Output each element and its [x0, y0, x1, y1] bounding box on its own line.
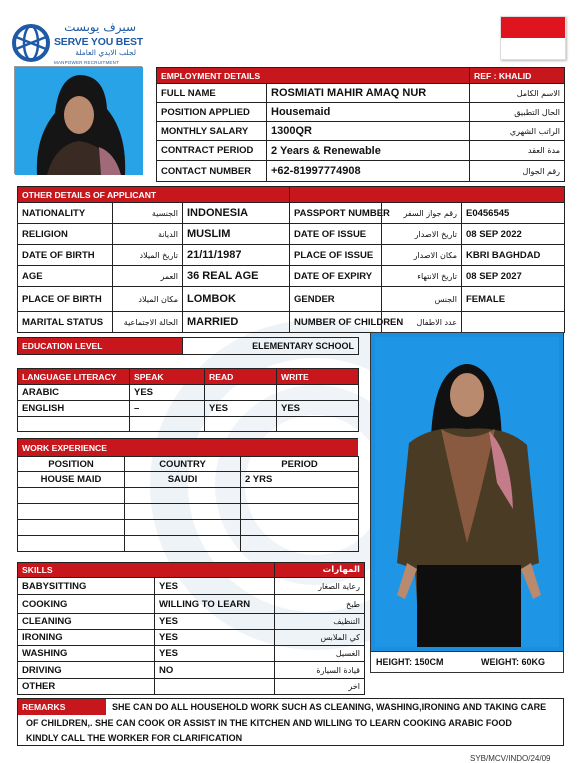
work-country [125, 488, 241, 504]
monthly-salary-value: 1300QR [267, 122, 470, 141]
position-applied-arabic: الحال التطبيق [470, 103, 565, 122]
contract-period-value: 2 Years & Renewable [267, 141, 470, 161]
age-label: AGE [18, 266, 113, 287]
work-position [18, 504, 125, 520]
date-of-expiry-value: 08 SEP 2027 [462, 266, 565, 287]
work-experience-header: WORK EXPERIENCE [18, 439, 359, 457]
skill-driving-value: NO [155, 662, 275, 679]
table-row [18, 488, 359, 504]
work-period [241, 504, 359, 520]
logo-arabic: سيرف يوبست [64, 20, 136, 34]
date-of-issue-arabic: تاريخ الاصدار [382, 224, 462, 245]
number-of-children-value [462, 312, 565, 333]
write-header: WRITE [277, 369, 359, 385]
passport-number-value: E0456545 [462, 203, 565, 224]
monthly-salary-label: MONTHLY SALARY [157, 122, 267, 141]
passport-number-arabic: رقم جواز السفر [382, 203, 462, 224]
work-country [125, 504, 241, 520]
logo-tagline: MANPOWER RECRUITMENT [54, 60, 119, 65]
skill-other-arabic: اخر [275, 679, 365, 695]
work-period [241, 488, 359, 504]
language-empty [18, 417, 130, 432]
skill-other-label: OTHER [18, 679, 155, 695]
date-of-birth-arabic: تاريخ الميلاد [113, 245, 183, 266]
arabic-write [277, 385, 359, 401]
remarks-line-3: KINDLY CALL THE WORKER FOR CLARIFICATION [26, 733, 243, 743]
skill-ironing-value: YES [155, 630, 275, 646]
gender-label: GENDER [290, 287, 382, 312]
height-value: HEIGHT: 150CM [376, 657, 444, 667]
english-read: YES [205, 401, 277, 417]
education-table [17, 337, 359, 355]
number-of-children-label: NUMBER OF CHILDREN [290, 312, 382, 333]
religion-label: RELIGION [18, 224, 113, 245]
skill-washing-arabic: الغسيل [275, 646, 365, 662]
religion-arabic: الديانة [113, 224, 183, 245]
language-empty [130, 417, 205, 432]
work-period: 2 YRS [241, 472, 359, 488]
full-name-label: FULL NAME [157, 84, 267, 103]
full-name-arabic: الاسم الكامل [470, 84, 565, 103]
religion-value: MUSLIM [183, 224, 290, 245]
applicant-photo-full [370, 332, 564, 673]
skills-table [17, 562, 365, 695]
company-logo [10, 20, 160, 66]
skill-cooking-arabic: طبخ [275, 595, 365, 614]
date-of-issue-value: 08 SEP 2022 [462, 224, 565, 245]
logo-arabic-sub: لجلب الايدي العاملة [75, 48, 136, 57]
other-details-header: OTHER DETAILS OF APPLICANT [18, 187, 290, 203]
footer-code: SYB/MCV/INDO/24/09 [470, 754, 551, 763]
gender-arabic: الجنس [382, 287, 462, 312]
skill-babysitting-label: BABYSITTING [18, 578, 155, 595]
contact-number-arabic: رقم الجوال [470, 161, 565, 182]
work-position [18, 488, 125, 504]
contract-period-arabic: مدة العقد [470, 141, 565, 161]
other-details-header-blank [290, 187, 565, 203]
language-english: ENGLISH [18, 401, 130, 417]
skills-header: SKILLS [18, 563, 275, 578]
work-country: SAUDI [125, 472, 241, 488]
table-row [18, 504, 359, 520]
position-applied-label: POSITION APPLIED [157, 103, 267, 122]
remarks-line-1: SHE CAN DO ALL HOUSEHOLD WORK SUCH AS CLEANING, WASHING,IRONING AND TAKING CARE [112, 702, 547, 712]
skill-driving-arabic: قيادة السيارة [275, 662, 365, 679]
language-arabic: ARABIC [18, 385, 130, 401]
place-of-issue-label: PLACE OF ISSUE [290, 245, 382, 266]
work-country [125, 536, 241, 552]
place-of-issue-arabic: مكان الاصدار [382, 245, 462, 266]
skill-ironing-arabic: كي الملابس [275, 630, 365, 646]
work-position [18, 520, 125, 536]
nationality-arabic: الجنسية [113, 203, 183, 224]
skill-cleaning-value: YES [155, 614, 275, 630]
education-level-label: EDUCATION LEVEL [18, 338, 183, 355]
place-of-issue-value: KBRI BAGHDAD [462, 245, 565, 266]
monthly-salary-arabic: الراتب الشهري [470, 122, 565, 141]
nationality-value: INDONESIA [183, 203, 290, 224]
work-period [241, 536, 359, 552]
position-column-header: POSITION [18, 457, 125, 472]
table-row [18, 520, 359, 536]
skill-cooking-label: COOKING [18, 595, 155, 614]
logo-name: SERVE YOU BEST [54, 36, 144, 48]
skill-babysitting-arabic: رعاية الصغار [275, 578, 365, 595]
skill-cleaning-arabic: التنظيف [275, 614, 365, 630]
date-of-expiry-label: DATE OF EXPIRY [290, 266, 382, 287]
employment-details-header: EMPLOYMENT DETAILS [157, 68, 470, 84]
education-level-value: ELEMENTARY SCHOOL [183, 338, 359, 355]
work-position [18, 536, 125, 552]
skill-washing-label: WASHING [18, 646, 155, 662]
arabic-read [205, 385, 277, 401]
globe-icon [12, 24, 50, 62]
remarks-line-2: OF CHILDREN,. SHE CAN COOK OR ASSIST IN THE KITCHEN AND WILLING TO LEARN COOKING ARABIC FOOD [26, 718, 512, 728]
age-value: 36 REAL AGE [183, 266, 290, 287]
nationality-label: NATIONALITY [18, 203, 113, 224]
applicant-photo-small [14, 66, 142, 174]
language-empty [205, 417, 277, 432]
skill-cooking-value: WILLING TO LEARN [155, 595, 275, 614]
remarks-section [17, 698, 564, 746]
date-of-expiry-arabic: تاريخ الانتهاء [382, 266, 462, 287]
skill-other-value [155, 679, 275, 695]
skills-header-arabic: المهارات [275, 563, 365, 578]
skill-babysitting-value: YES [155, 578, 275, 595]
arabic-speak: YES [130, 385, 205, 401]
speak-header: SPEAK [130, 369, 205, 385]
gender-value: FEMALE [462, 287, 565, 312]
work-period [241, 520, 359, 536]
marital-status-value: MARRIED [183, 312, 290, 333]
number-of-children-arabic: عدد الاطفال [382, 312, 462, 333]
date-of-issue-label: DATE OF ISSUE [290, 224, 382, 245]
work-experience-table [17, 438, 359, 552]
place-of-birth-value: LOMBOK [183, 287, 290, 312]
work-position: HOUSE MAID [18, 472, 125, 488]
employment-details-table [156, 67, 565, 182]
remarks-label: REMARKS [18, 699, 106, 715]
full-name-value: ROSMIATI MAHIR AMAQ NUR [267, 84, 470, 103]
english-speak: – [130, 401, 205, 417]
ref-label: REF : KHALID [470, 68, 565, 84]
contact-number-value: +62-81997774908 [267, 161, 470, 182]
contract-period-label: CONTRACT PERIOD [157, 141, 267, 161]
position-applied-value: Housemaid [267, 103, 470, 122]
table-row [18, 472, 359, 488]
work-country [125, 520, 241, 536]
weight-value: WEIGHT: 60KG [481, 657, 546, 667]
skill-cleaning-label: CLEANING [18, 614, 155, 630]
marital-status-arabic: الحالة الاجتماعية [113, 312, 183, 333]
place-of-birth-label: PLACE OF BIRTH [18, 287, 113, 312]
skill-ironing-label: IRONING [18, 630, 155, 646]
indonesia-flag [500, 16, 566, 60]
language-table [17, 368, 359, 432]
contact-number-label: CONTACT NUMBER [157, 161, 267, 182]
english-write: YES [277, 401, 359, 417]
language-empty [277, 417, 359, 432]
age-arabic: العمر [113, 266, 183, 287]
country-column-header: COUNTRY [125, 457, 241, 472]
read-header: READ [205, 369, 277, 385]
skill-driving-label: DRIVING [18, 662, 155, 679]
date-of-birth-value: 21/11/1987 [183, 245, 290, 266]
other-details-table [17, 186, 565, 333]
date-of-birth-label: DATE OF BIRTH [18, 245, 113, 266]
language-literacy-header: LANGUAGE LITERACY [18, 369, 130, 385]
marital-status-label: MARITAL STATUS [18, 312, 113, 333]
period-column-header: PERIOD [241, 457, 359, 472]
table-row [18, 536, 359, 552]
place-of-birth-arabic: مكان الميلاد [113, 287, 183, 312]
skill-washing-value: YES [155, 646, 275, 662]
passport-number-label: PASSPORT NUMBER [290, 203, 382, 224]
